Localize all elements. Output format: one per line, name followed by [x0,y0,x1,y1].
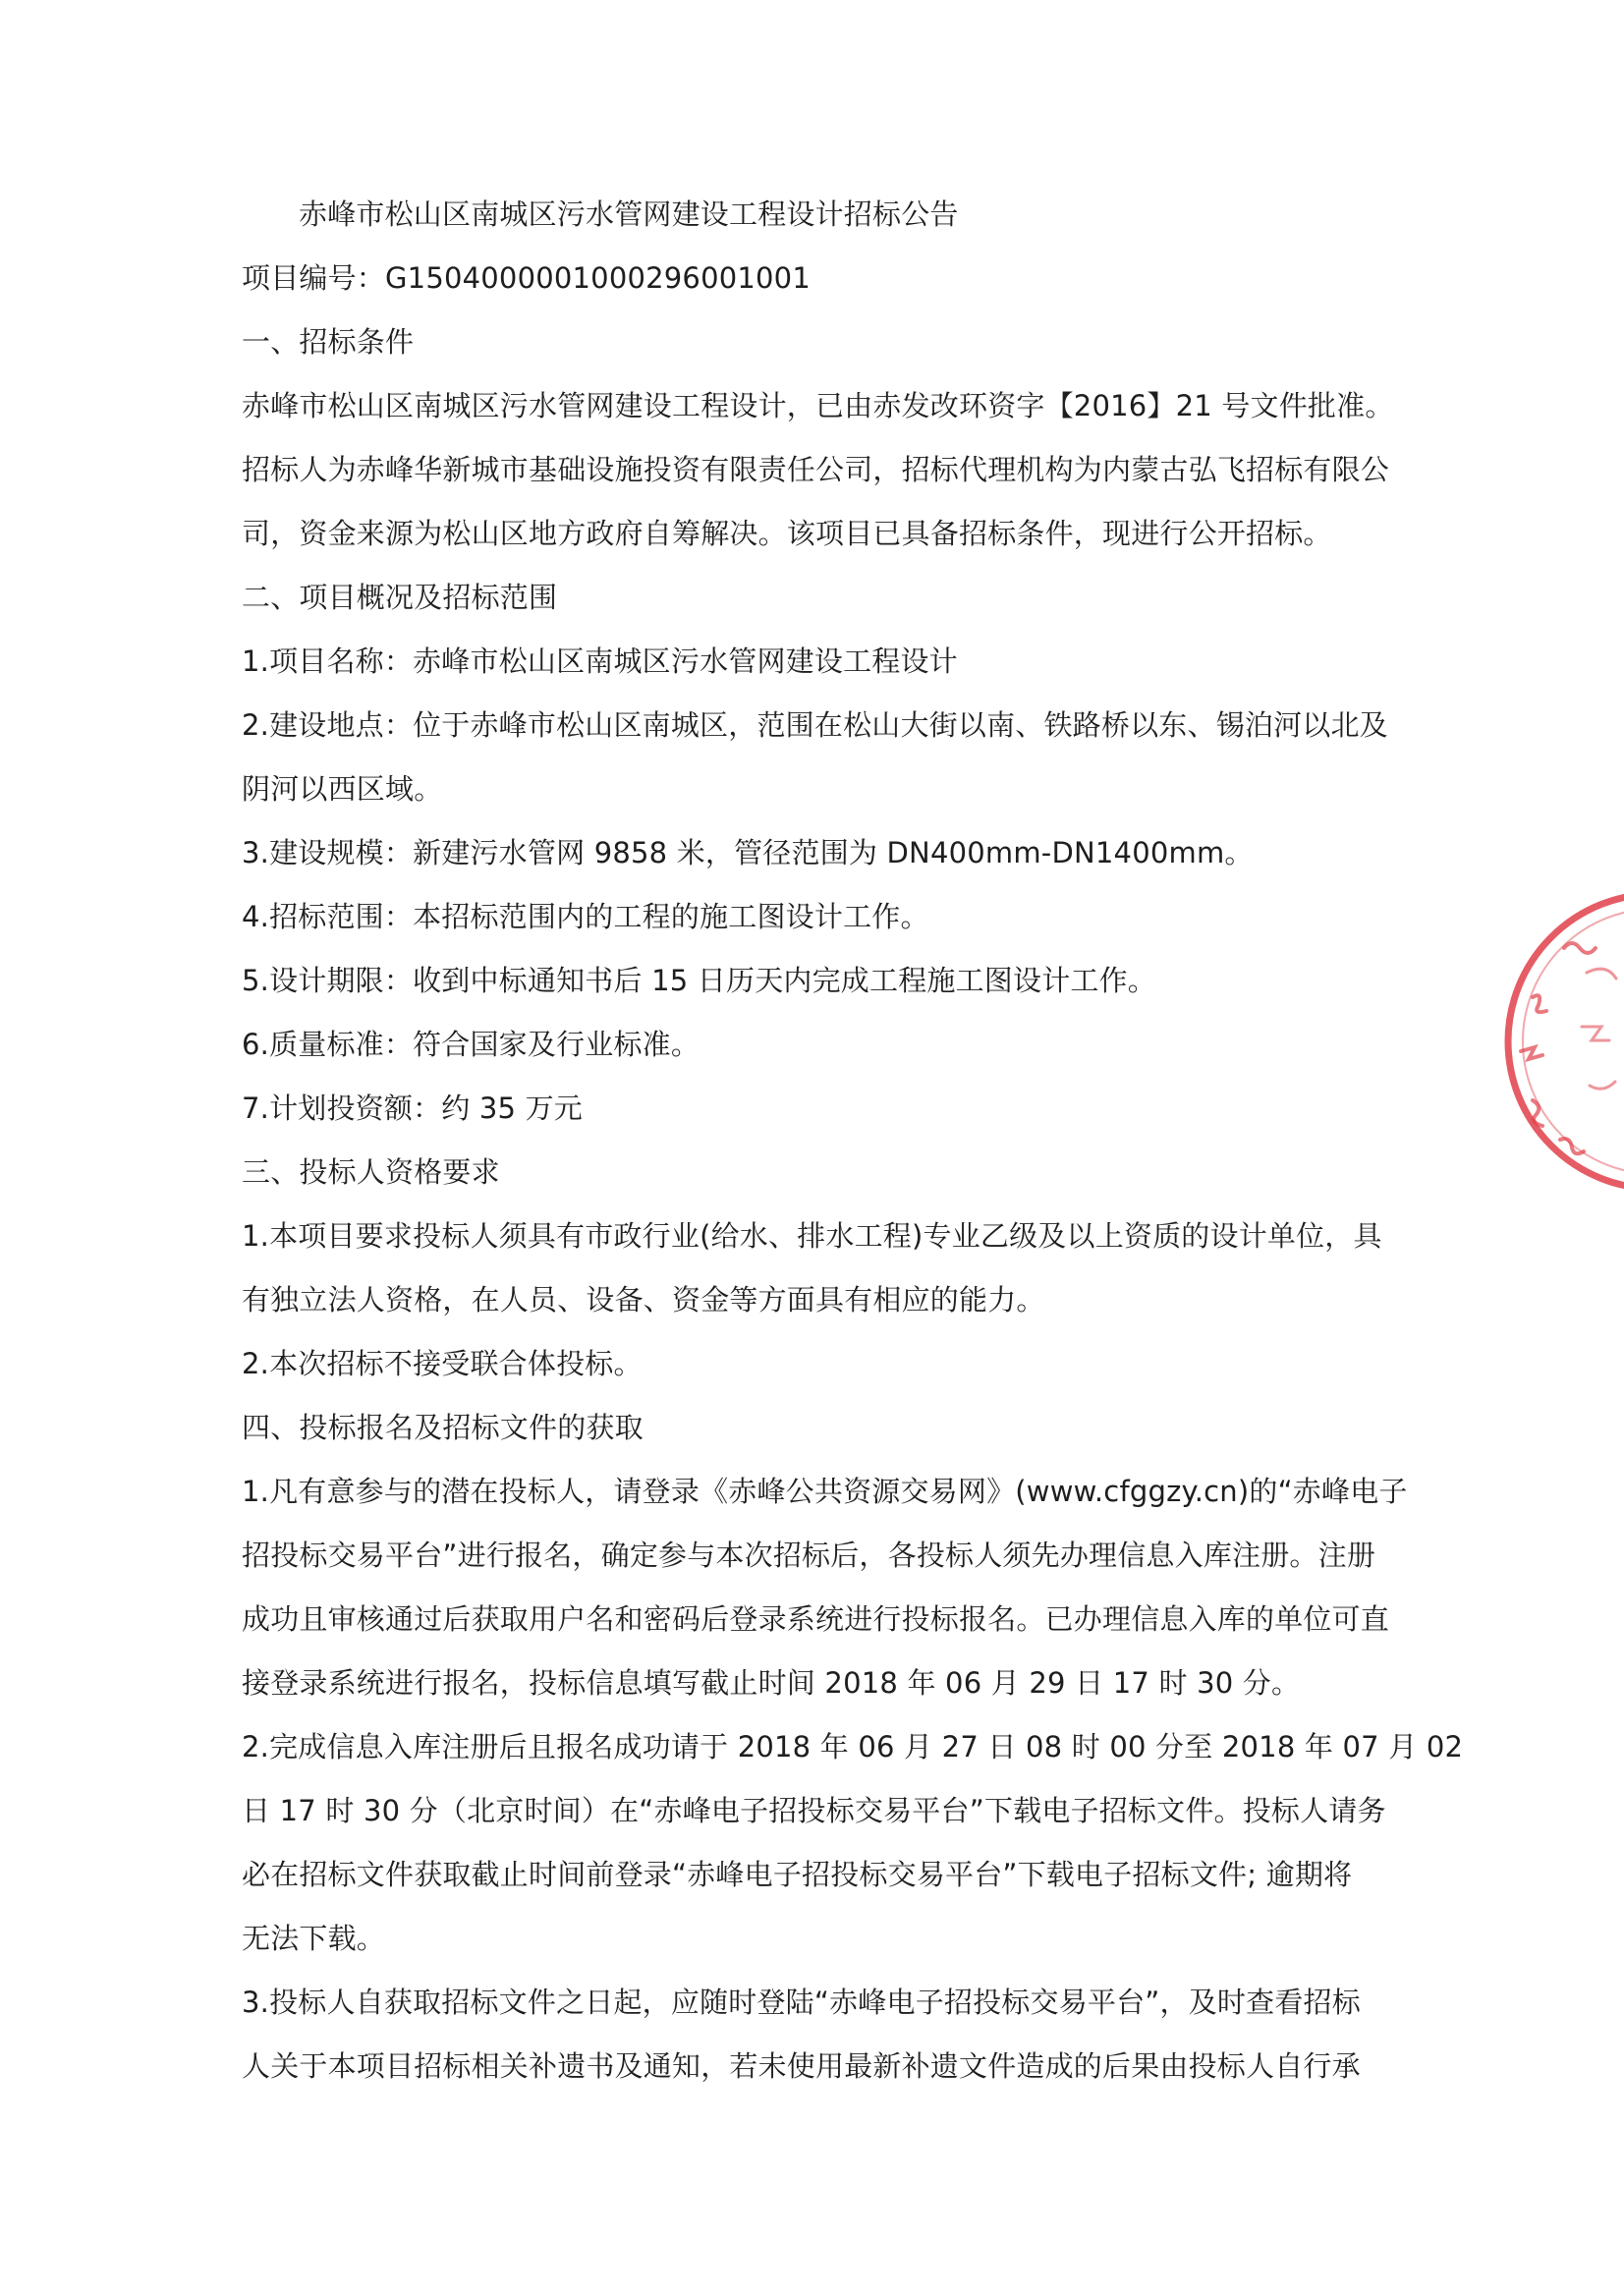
document-title: 赤峰市松山区南城区污水管网建设工程设计招标公告 [299,197,959,231]
text-line: 一、招标条件 [242,325,415,359]
text-line: 三、投标人资格要求 [242,1155,500,1189]
text-line: 司，资金来源为松山区地方政府自筹解决。该项目已具备招标条件，现进行公开招标。 [242,517,1332,550]
text-line: 3.投标人自获取招标文件之日起，应随时登陆“赤峰电子招投标交易平台”，及时查看招标 [242,1986,1361,2019]
text-line: 四、投标报名及招标文件的获取 [242,1411,644,1444]
text-line: 二、项目概况及招标范围 [242,581,558,614]
text-line: 4.招标范围：本招标范围内的工程的施工图设计工作。 [242,900,929,933]
text-line: 有独立法人资格，在人员、设备、资金等方面具有相应的能力。 [242,1283,1045,1316]
text-line: 日 17 时 30 分（北京时间）在“赤峰电子招投标交易平台”下载电子招标文件。投标人请务 [242,1794,1386,1827]
text-line: 招标人为赤峰华新城市基础设施投资有限责任公司，招标代理机构为内蒙古弘飞招标有限公 [242,453,1390,486]
text-line: 6.质量标准：符合国家及行业标准。 [242,1028,700,1061]
text-line: 赤峰市松山区南城区污水管网建设工程设计，已由赤发改环资字【2016】21 号文件批准。 [242,389,1394,422]
red-seal-stamp [1493,879,1624,1203]
text-line: 接登录系统进行报名，投标信息填写截止时间 2018 年 06 月 29 日 17 时 30 分。 [242,1666,1301,1700]
text-line: 7.计划投资额：约 35 万元 [242,1092,584,1125]
text-line: 1.项目名称：赤峰市松山区南城区污水管网建设工程设计 [242,644,958,678]
text-line: 招投标交易平台”进行报名，确定参与本次招标后，各投标人须先办理信息入库注册。注册 [242,1539,1376,1572]
text-line: 5.设计期限：收到中标通知书后 15 日历天内完成工程施工图设计工作。 [242,964,1157,997]
text-line: 2.完成信息入库注册后且报名成功请于 2018 年 06 月 27 日 08 时 00 分至 2018 年 07 月 02 [242,1730,1464,1763]
text-line: 成功且审核通过后获取用户名和密码后登录系统进行投标报名。已办理信息入库的单位可直 [242,1602,1390,1636]
text-line: 人关于本项目招标相关补遗书及通知，若未使用最新补遗文件造成的后果由投标人自行承 [242,2049,1361,2083]
text-line: 1.凡有意参与的潜在投标人，请登录《赤峰公共资源交易网》(www.cfggzy.cn)的“赤峰电子 [242,1475,1408,1508]
text-line: 1.本项目要求投标人须具有市政行业(给水、排水工程)专业乙级及以上资质的设计单位，具 [242,1219,1382,1253]
text-line: 无法下载。 [242,1922,386,1955]
document-body [242,183,1464,2099]
text-line: 阴河以西区域。 [242,772,443,806]
text-line: 3.建设规模：新建污水管网 9858 米，管径范围为 DN400mm-DN1400mm。 [242,836,1254,869]
text-line: 2.建设地点：位于赤峰市松山区南城区，范围在松山大街以南、铁路桥以东、锡泊河以北及 [242,708,1388,742]
text-line: 2.本次招标不接受联合体投标。 [242,1347,643,1380]
project-number: 项目编号：G150400000100029600​1001 [242,261,811,295]
text-line: 必在招标文件获取截止时间前登录“赤峰电子招投标交易平台”下载电子招标文件; 逾期将 [242,1858,1353,1891]
